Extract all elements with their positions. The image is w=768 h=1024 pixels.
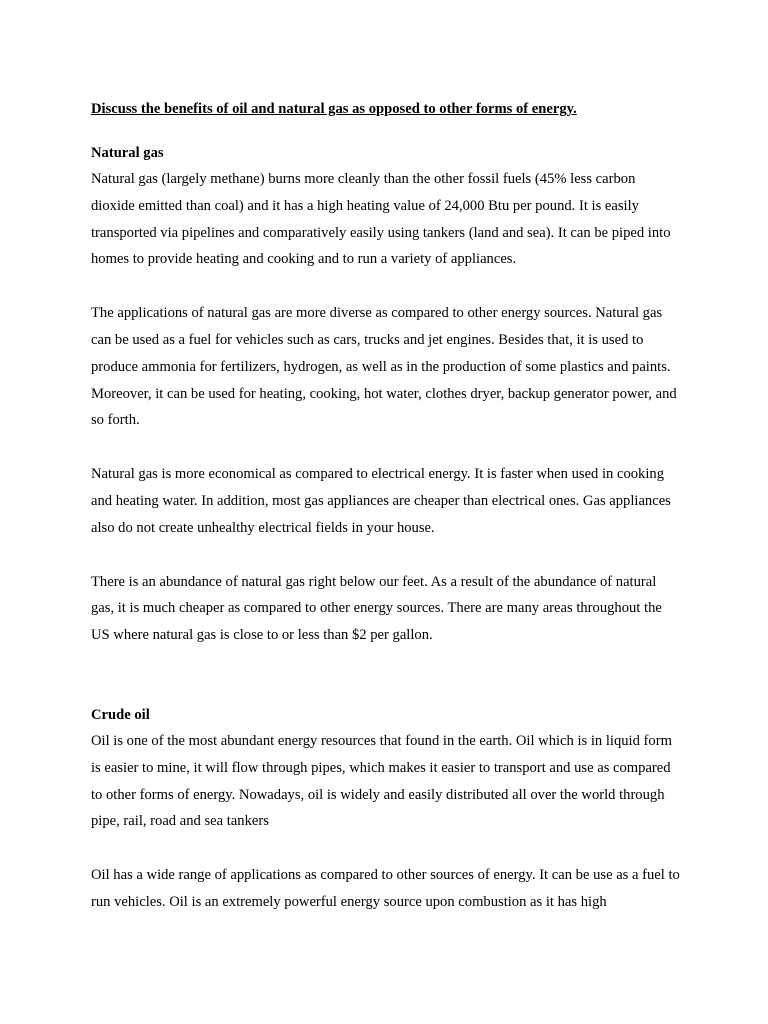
- paragraph: Oil has a wide range of applications as compared to other sources of energy. It can be use as a fuel to run vehicles. Oil is an extremely powerful energy source upon combustion as it has high: [91, 867, 680, 910]
- paragraph: Natural gas is more economical as compared to electrical energy. It is faster when used in cooking and heating water. In addition, most gas appliances are cheaper than electrical ones. Gas appliances also do not create unhealthy electrical fields in your house.: [91, 466, 671, 536]
- spacer: [91, 434, 681, 461]
- paragraph: The applications of natural gas are more diverse as compared to other energy sources. Natural gas can be used as a fuel for vehicles such as cars, trucks and jet engines. Besides that, it is used to produce ammonia for fertilizers, hydrogen, as well as in the production of some plastics and paints. Moreover, it can be used for heating, cooking, hot water, clothes dryer, backup generator power, and so forth.: [91, 305, 677, 429]
- paragraph: There is an abundance of natural gas right below our feet. As a result of the abundance of natural gas, it is much cheaper as compared to other energy sources. There are many areas throughout the US where natural gas is close to or less than $2 per gallon.: [91, 573, 662, 644]
- document-body: [91, 98, 681, 916]
- section-crude-oil: [91, 702, 681, 916]
- section-natural-gas: [91, 140, 681, 649]
- spacer: [91, 120, 681, 140]
- section-heading-crude-oil: Crude oil: [91, 706, 150, 723]
- paragraph: Oil is one of the most abundant energy resources that found in the earth. Oil which is in liquid form is easier to mine, it will flow through pipes, which makes it easier to transport and use as compared to other forms of energy. Nowadays, oil is widely and easily distributed all over the world through pipe, rail, road and sea tankers: [91, 732, 672, 830]
- section-heading-natural-gas: Natural gas: [91, 145, 164, 161]
- spacer: [91, 835, 681, 862]
- spacer: [91, 649, 681, 702]
- paragraph: Natural gas (largely methane) burns more cleanly than the other fossil fuels (45% less carbon dioxide emitted than coal) and it has a high heating value of 24,000 Btu per pound. It is easily transported via pipelines and comparatively easily using tankers (land and sea). It can be piped into homes to provide heating and cooking and to run a variety of appliances.: [91, 171, 671, 268]
- spacer: [91, 273, 681, 300]
- document-title: Discuss the benefits of oil and natural gas as opposed to other forms of energy.: [91, 101, 577, 117]
- spacer: [91, 542, 681, 569]
